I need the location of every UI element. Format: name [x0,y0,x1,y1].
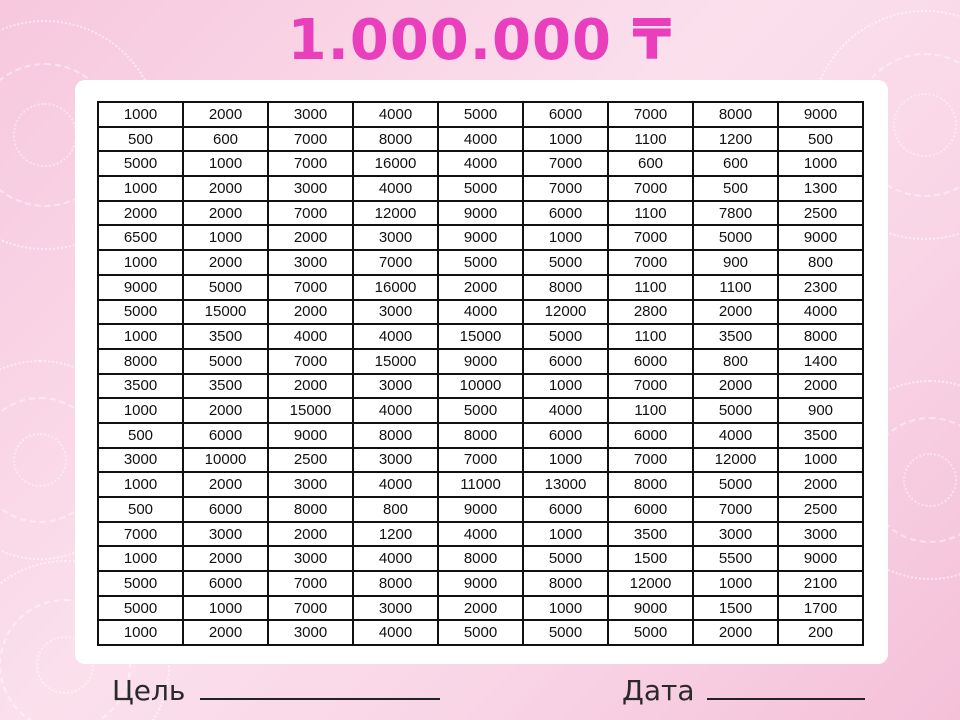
amount-cell[interactable]: 500 [693,176,778,201]
amount-cell[interactable]: 7000 [608,250,693,275]
amount-cell[interactable]: 5000 [98,300,183,325]
amount-cell[interactable]: 4000 [353,176,438,201]
amount-cell[interactable]: 7000 [693,497,778,522]
amount-cell[interactable]: 800 [353,497,438,522]
amount-cell[interactable]: 4000 [353,620,438,645]
amount-cell[interactable]: 7000 [608,102,693,127]
amount-cell[interactable]: 4000 [693,423,778,448]
amount-cell[interactable]: 3000 [268,546,353,571]
amount-cell[interactable]: 9000 [778,546,863,571]
amount-cell[interactable]: 1500 [693,596,778,621]
amount-cell[interactable]: 1000 [183,596,268,621]
amount-cell[interactable]: 9000 [438,571,523,596]
amount-cell[interactable]: 12000 [353,201,438,226]
goal-label: Цель [112,674,186,707]
amount-cell[interactable]: 2000 [183,546,268,571]
amount-cell[interactable]: 3000 [268,102,353,127]
amount-cell[interactable]: 16000 [353,275,438,300]
amount-cell[interactable]: 1000 [98,176,183,201]
amount-cell[interactable]: 900 [693,250,778,275]
amount-cell[interactable]: 1100 [608,201,693,226]
table-row [98,522,863,547]
amount-cell[interactable]: 3000 [353,596,438,621]
amount-cell[interactable]: 2000 [98,201,183,226]
amount-cell[interactable]: 4000 [438,151,523,176]
amount-cell[interactable]: 1200 [693,127,778,152]
amount-cell[interactable]: 600 [183,127,268,152]
amount-cell[interactable]: 7000 [268,151,353,176]
amount-cell[interactable]: 1000 [98,398,183,423]
amount-cell[interactable]: 7000 [608,225,693,250]
amount-cell[interactable]: 2000 [268,300,353,325]
amount-cell[interactable]: 9000 [778,102,863,127]
amount-cell[interactable]: 2000 [268,522,353,547]
amount-cell[interactable]: 4000 [523,398,608,423]
amount-cell[interactable]: 8000 [98,349,183,374]
table-row [98,374,863,399]
amount-cell[interactable]: 9000 [438,225,523,250]
amount-cell[interactable]: 1100 [608,324,693,349]
amount-cell[interactable]: 1100 [608,127,693,152]
amount-cell[interactable]: 7000 [608,374,693,399]
amount-cell[interactable]: 2000 [183,472,268,497]
amount-cell[interactable]: 1500 [608,546,693,571]
amount-cell[interactable]: 2000 [183,398,268,423]
amount-cell[interactable]: 6000 [608,349,693,374]
amount-cell[interactable]: 1100 [693,275,778,300]
amount-cell[interactable]: 8000 [268,497,353,522]
amount-cell[interactable]: 4000 [353,102,438,127]
amount-cell[interactable]: 5000 [183,275,268,300]
amount-cell[interactable]: 15000 [438,324,523,349]
amount-cell[interactable]: 5000 [693,225,778,250]
amount-cell[interactable]: 12000 [693,448,778,473]
amount-cell[interactable]: 6000 [523,423,608,448]
amount-cell[interactable]: 3000 [268,620,353,645]
table-row [98,324,863,349]
amount-cell[interactable]: 3000 [98,448,183,473]
amount-cell[interactable]: 7000 [268,571,353,596]
amount-cell[interactable]: 5000 [523,546,608,571]
date-line [707,698,865,700]
table-row [98,596,863,621]
table-row [98,176,863,201]
amount-cell[interactable]: 2100 [778,571,863,596]
amount-cell[interactable]: 6000 [183,571,268,596]
amount-cell[interactable]: 5500 [693,546,778,571]
amount-cell[interactable]: 1700 [778,596,863,621]
amount-cell[interactable]: 11000 [438,472,523,497]
amount-cell[interactable]: 2800 [608,300,693,325]
amount-cell[interactable]: 4000 [438,300,523,325]
amount-cell[interactable]: 2000 [183,102,268,127]
amount-cell[interactable]: 500 [778,127,863,152]
amount-cell[interactable]: 1000 [98,620,183,645]
amount-cell[interactable]: 7000 [608,448,693,473]
amount-cell[interactable]: 3500 [183,324,268,349]
amount-cell[interactable]: 1100 [608,398,693,423]
amount-cell[interactable]: 500 [98,127,183,152]
table-row [98,102,863,127]
amount-cell[interactable]: 8000 [353,423,438,448]
amount-cell[interactable]: 5000 [693,472,778,497]
amount-cell[interactable]: 3000 [268,250,353,275]
amount-cell[interactable]: 6500 [98,225,183,250]
amount-cell[interactable]: 1000 [523,522,608,547]
amount-cell[interactable]: 4000 [353,398,438,423]
amount-cell[interactable]: 7000 [268,349,353,374]
goal-line [200,698,440,700]
amount-cell[interactable]: 7000 [353,250,438,275]
amount-cell[interactable]: 5000 [98,571,183,596]
table-row [98,423,863,448]
table-row [98,349,863,374]
amount-cell[interactable]: 8000 [693,102,778,127]
amount-cell[interactable]: 1000 [523,127,608,152]
amount-cell[interactable]: 1000 [98,250,183,275]
amount-cell[interactable]: 2000 [183,201,268,226]
page-title: 1.000.000 ₸ [287,8,673,73]
amount-cell[interactable]: 1000 [523,374,608,399]
amount-cell[interactable]: 8000 [438,423,523,448]
amount-cell[interactable]: 5000 [523,324,608,349]
amount-cell[interactable]: 7000 [268,127,353,152]
amount-cell[interactable]: 2000 [268,225,353,250]
amount-cell[interactable]: 3000 [778,522,863,547]
table-row [98,620,863,645]
amount-cell[interactable]: 5000 [438,398,523,423]
amount-cell[interactable]: 2500 [268,448,353,473]
amount-cell[interactable]: 2000 [693,374,778,399]
amount-cell[interactable]: 3500 [98,374,183,399]
amount-cell[interactable]: 12000 [608,571,693,596]
amount-cell[interactable]: 10000 [183,448,268,473]
amount-cell[interactable]: 3000 [693,522,778,547]
amount-cell[interactable]: 1000 [523,448,608,473]
amount-cell[interactable]: 900 [778,398,863,423]
amount-cell[interactable]: 600 [693,151,778,176]
amount-cell[interactable]: 1200 [353,522,438,547]
amount-cell[interactable]: 5000 [98,151,183,176]
table-row [98,250,863,275]
amount-cell[interactable]: 4000 [778,300,863,325]
amount-cell[interactable]: 7000 [268,201,353,226]
amount-cell[interactable]: 9000 [438,497,523,522]
table-row [98,127,863,152]
amount-cell[interactable]: 5000 [438,102,523,127]
amount-cell[interactable]: 15000 [183,300,268,325]
amount-cell[interactable]: 7000 [438,448,523,473]
amount-cell[interactable]: 3000 [353,374,438,399]
table-row [98,398,863,423]
amount-cell[interactable]: 7000 [523,151,608,176]
table-row [98,151,863,176]
amount-cell[interactable]: 2000 [183,620,268,645]
amount-cell[interactable]: 1100 [608,275,693,300]
amount-cell[interactable]: 4000 [268,324,353,349]
amount-cell[interactable]: 500 [98,497,183,522]
amount-cell[interactable]: 3000 [183,522,268,547]
amount-cell[interactable]: 6000 [523,349,608,374]
amount-cell[interactable]: 1000 [98,324,183,349]
amount-cell[interactable]: 9000 [608,596,693,621]
amount-cell[interactable]: 13000 [523,472,608,497]
table-row [98,201,863,226]
amount-cell[interactable]: 1000 [98,472,183,497]
amount-cell[interactable]: 3000 [353,448,438,473]
amount-cell[interactable]: 6000 [608,497,693,522]
amount-cell[interactable]: 4000 [438,522,523,547]
amount-cell[interactable]: 1000 [523,596,608,621]
amount-cell[interactable]: 3000 [268,176,353,201]
amount-cell[interactable]: 9000 [98,275,183,300]
amount-cell[interactable]: 2000 [778,472,863,497]
amount-cell[interactable]: 8000 [608,472,693,497]
table-row [98,448,863,473]
table-row [98,300,863,325]
amount-cell[interactable]: 1000 [523,225,608,250]
amount-cell[interactable]: 4000 [353,546,438,571]
amount-cell[interactable]: 9000 [778,225,863,250]
amount-cell[interactable]: 1300 [778,176,863,201]
amount-cell[interactable]: 1000 [183,225,268,250]
amount-cell[interactable]: 500 [98,423,183,448]
amount-cell[interactable]: 16000 [353,151,438,176]
amount-cell[interactable]: 1000 [778,151,863,176]
amount-cell[interactable]: 8000 [523,571,608,596]
amount-cell[interactable]: 6000 [183,423,268,448]
amount-cell[interactable]: 7000 [608,176,693,201]
amount-cell[interactable]: 3500 [778,423,863,448]
amount-cell[interactable]: 5000 [438,620,523,645]
amount-cell[interactable]: 1000 [693,571,778,596]
amount-cell[interactable]: 7800 [693,201,778,226]
amount-cell[interactable]: 8000 [353,127,438,152]
amount-cell[interactable]: 2500 [778,497,863,522]
amount-cell[interactable]: 2500 [778,201,863,226]
amount-cell[interactable]: 600 [608,151,693,176]
savings-card [75,80,888,664]
amount-cell[interactable]: 1000 [98,546,183,571]
amount-cell[interactable]: 4000 [353,472,438,497]
amount-cell[interactable]: 3500 [608,522,693,547]
amount-cell[interactable]: 6000 [523,102,608,127]
amount-cell[interactable]: 6000 [608,423,693,448]
amount-cell[interactable]: 2000 [438,275,523,300]
table-row [98,571,863,596]
amount-cell[interactable]: 2000 [183,176,268,201]
amount-cell[interactable]: 2000 [693,300,778,325]
amount-cell[interactable]: 5000 [523,250,608,275]
amount-cell[interactable]: 8000 [438,546,523,571]
amount-cell[interactable]: 3000 [353,225,438,250]
table-row [98,472,863,497]
amount-cell[interactable]: 3000 [268,472,353,497]
amount-cell[interactable]: 5000 [523,620,608,645]
amount-cell[interactable]: 5000 [693,398,778,423]
amount-cell[interactable]: 3500 [693,324,778,349]
amount-cell[interactable]: 7000 [523,176,608,201]
amount-cell[interactable]: 5000 [183,349,268,374]
amount-cell[interactable]: 6000 [183,497,268,522]
amount-cell[interactable]: 2000 [183,250,268,275]
amount-cell[interactable]: 9000 [438,201,523,226]
table-row [98,225,863,250]
amount-cell[interactable]: 10000 [438,374,523,399]
amount-cell[interactable]: 5000 [438,176,523,201]
table-row [98,275,863,300]
amount-cell[interactable]: 2000 [438,596,523,621]
amount-cell[interactable]: 9000 [268,423,353,448]
amount-cell[interactable]: 12000 [523,300,608,325]
amount-cell[interactable]: 15000 [268,398,353,423]
amount-cell[interactable]: 2300 [778,275,863,300]
table-row [98,546,863,571]
amount-cell[interactable]: 2000 [693,620,778,645]
date-label: Дата [622,674,695,707]
amount-cell[interactable]: 6000 [523,497,608,522]
amount-cell[interactable]: 5000 [608,620,693,645]
amount-cell[interactable]: 800 [693,349,778,374]
table-row [98,497,863,522]
amount-cell[interactable]: 15000 [353,349,438,374]
amount-cell[interactable]: 8000 [353,571,438,596]
amount-cell[interactable]: 5000 [438,250,523,275]
amount-cell[interactable]: 3000 [353,300,438,325]
amount-cell[interactable]: 7000 [268,275,353,300]
amount-cell[interactable]: 9000 [438,349,523,374]
amount-cell[interactable]: 5000 [98,596,183,621]
savings-grid [97,101,864,646]
amount-cell[interactable]: 4000 [353,324,438,349]
amount-cell[interactable]: 1000 [778,448,863,473]
amount-cell[interactable]: 1000 [98,102,183,127]
amount-cell[interactable]: 2000 [778,374,863,399]
amount-cell[interactable]: 6000 [523,201,608,226]
amount-cell[interactable]: 4000 [438,127,523,152]
amount-cell[interactable]: 200 [778,620,863,645]
amount-cell[interactable]: 8000 [523,275,608,300]
amount-cell[interactable]: 1400 [778,349,863,374]
amount-cell[interactable]: 7000 [268,596,353,621]
amount-cell[interactable]: 8000 [778,324,863,349]
amount-cell[interactable]: 2000 [268,374,353,399]
amount-cell[interactable]: 3500 [183,374,268,399]
amount-cell[interactable]: 7000 [98,522,183,547]
amount-cell[interactable]: 1000 [183,151,268,176]
amount-cell[interactable]: 800 [778,250,863,275]
